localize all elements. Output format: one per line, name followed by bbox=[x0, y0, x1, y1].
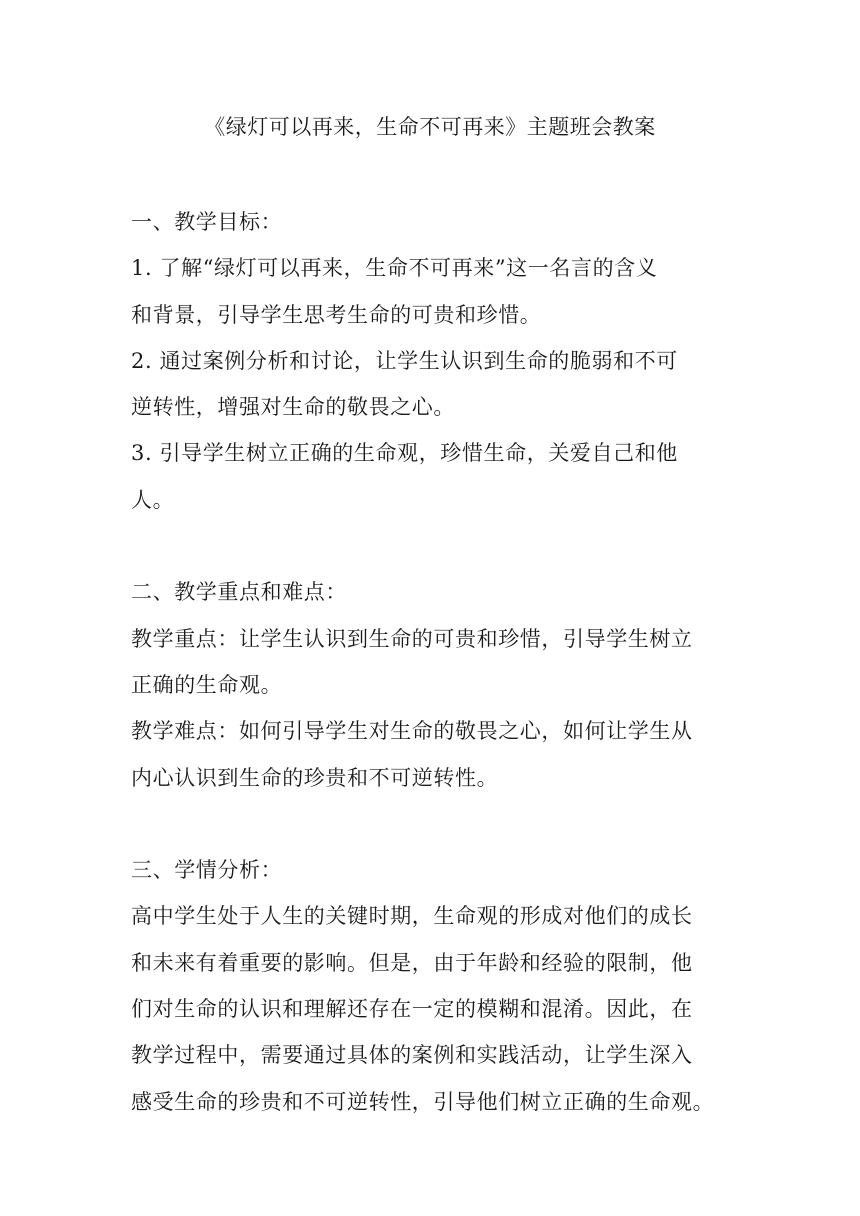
paragraph-line: 和未来有着重要的影响。但是，由于年龄和经验的限制，他 bbox=[131, 950, 693, 975]
section-heading-key-points: 二、教学重点和难点： bbox=[131, 580, 347, 605]
document-title: 《绿灯可以再来，生命不可再来》主题班会教案 bbox=[204, 115, 656, 139]
paragraph-line: 教学难点：如何引导学生对生命的敬畏之心，如何让学生从 bbox=[131, 719, 693, 744]
paragraph-line: 3. 引导学生树立正确的生命观，珍惜生命，关爱自己和他 bbox=[131, 441, 678, 466]
document-body bbox=[131, 199, 751, 1125]
paragraph-line: 逆转性，增强对生命的敬畏之心。 bbox=[131, 395, 455, 420]
paragraph-line: 1. 了解“绿灯可以再来，生命不可再来”这一名言的含义 bbox=[131, 256, 658, 281]
paragraph-line: 2. 通过案例分析和讨论，让学生认识到生命的脆弱和不可 bbox=[131, 348, 678, 373]
paragraph-line: 人。 bbox=[131, 487, 175, 512]
paragraph-line: 高中学生处于人生的关键时期，生命观的形成对他们的成长 bbox=[131, 904, 693, 929]
paragraph-line: 们对生命的认识和理解还存在一定的模糊和混淆。因此，在 bbox=[131, 997, 693, 1022]
paragraph-line: 内心认识到生命的珍贵和不可逆转性。 bbox=[131, 765, 499, 790]
paragraph-spacer bbox=[131, 523, 751, 569]
section-heading-objectives: 一、教学目标： bbox=[131, 210, 283, 234]
paragraph-line: 和背景，引导学生思考生命的可贵和珍惜。 bbox=[131, 302, 542, 327]
paragraph-line: 教学过程中，需要通过具体的案例和实践活动，让学生深入 bbox=[131, 1043, 693, 1068]
paragraph-line: 教学重点：让学生认识到生命的可贵和珍惜，引导学生树立 bbox=[131, 626, 693, 651]
paragraph-line: 感受生命的珍贵和不可逆转性，引导他们树立正确的生命观。 bbox=[131, 1089, 715, 1114]
paragraph-line: 正确的生命观。 bbox=[131, 672, 283, 697]
paragraph-spacer bbox=[131, 801, 751, 847]
section-heading-student-analysis: 三、学情分析： bbox=[131, 858, 283, 883]
